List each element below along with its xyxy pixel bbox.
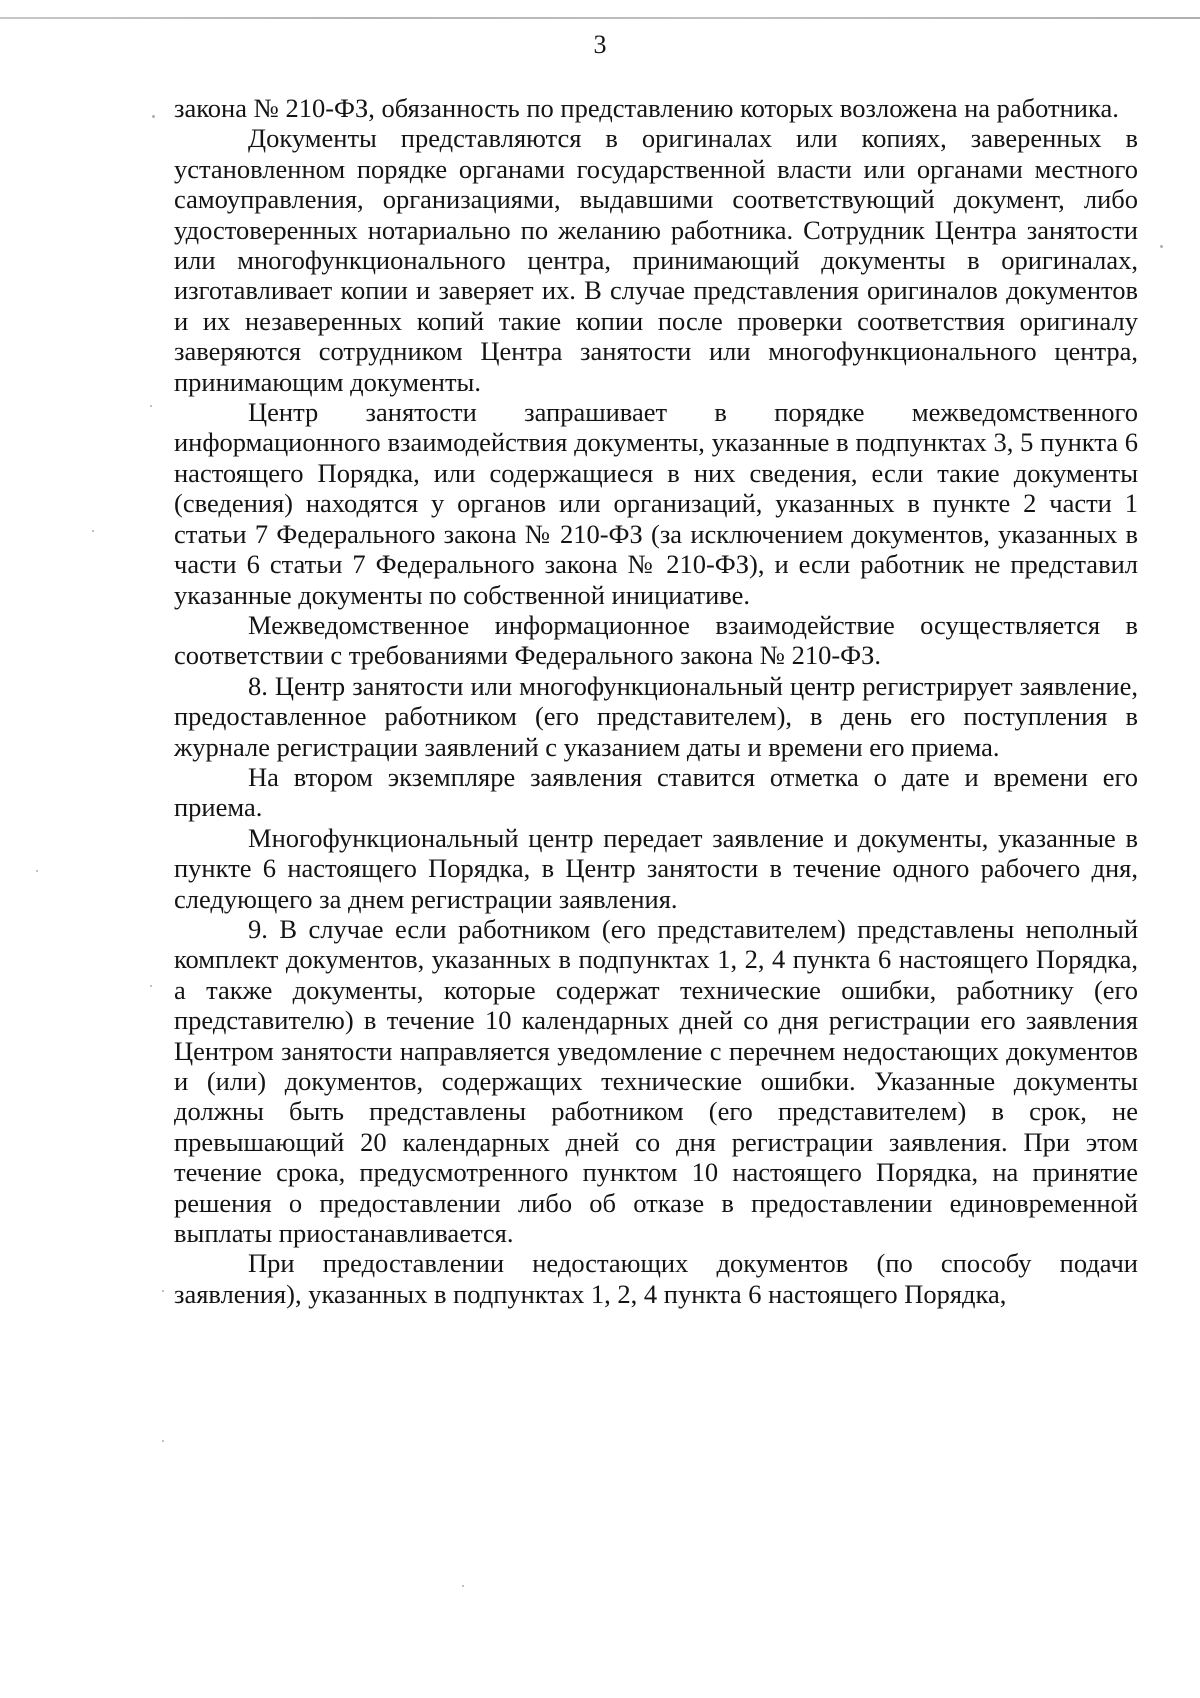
page-number: 3 xyxy=(593,30,607,59)
scan-edge-line xyxy=(0,17,1200,19)
paragraph-9: При предоставлении недостающих документов (по способу подачи заявления), указанных в подпунктах 1, 2, 4 пункта 6 настоящего Порядка, xyxy=(174,1248,1138,1309)
scan-speck xyxy=(162,1290,164,1292)
document-body xyxy=(174,93,1138,1309)
paragraph-5: 8. Центр занятости или многофункциональный центр регистрирует заявление, предоставленное работником (его представителем), в день его поступления в журнале регистрации заявлений с указанием даты и времени его приема. xyxy=(174,670,1138,762)
scan-speck xyxy=(462,1585,464,1587)
paragraph-4: Межведомственное информационное взаимодействие осуществляется в соответствии с требованиями Федерального закона № 210-ФЗ. xyxy=(174,609,1138,671)
paragraph-8: 9. В случае если работником (его представителем) представлены неполный комплект документов, указанных в подпунктах 1, 2, 4 пункта 6 настоящего Порядка, а также документы, которые содержат технические ошибки, работнику (его представителю) в течение 10 календарных дней со дня регистрации его заявления Центром занятости направляется уведомление с перечнем недостающих документов и (или) документов, содержащих технические ошибки. Указанные документы должны быть представлены работником (его представителем) в срок, не превышающий 20 календарных дней со дня регистрации заявления. При этом течение срока, предусмотренного пунктом 10 настоящего Порядка, на принятие решения о предоставлении либо об отказе в предоставлении единовременной выплаты приостанавливается. xyxy=(174,913,1138,1249)
paragraph-3: Центр занятости запрашивает в порядке межведомственного информационного взаимодействия документы, указанные в подпунктах 3, 5 пункта 6 настоящего Порядка, или содержащиеся в них сведения, если такие документы (сведения) находятся у органов или организаций, указанных в пункте 2 части 1 статьи 7 Федерального закона № 210-ФЗ (за исключением документов, указанных в части 6 статьи 7 Федерального закона № 210-ФЗ), и если работник не представил указанные документы по собственной инициативе. xyxy=(174,397,1138,610)
paragraph-7: Многофункциональный центр передает заявление и документы, указанные в пункте 6 настоящего Порядка, в Центр занятости в течение одного рабочего дня, следующего за днем регистрации заявления. xyxy=(174,822,1138,914)
scan-speck xyxy=(150,405,152,407)
scan-speck xyxy=(1160,245,1163,248)
scan-speck xyxy=(150,985,152,987)
paragraph-1: закона № 210-ФЗ, обязанность по представлению которых возложена на работника. xyxy=(174,93,1119,123)
paragraph-2: Документы представляются в оригиналах или копиях, заверенных в установленном порядке органами государственной власти или органами местного самоуправления, организациями, выдавшими соответствующий документ, либо удостоверенных нотариально по желанию работника. Сотрудник Центра занятости или многофункционального центра, принимающий документы в оригиналах, изготавливает копии и заверяет их. В случае представления оригиналов документов и их незаверенных копий такие копии после проверки соответствия оригиналу заверяются сотрудником Центра занятости или многофункционального центра, принимающим документы. xyxy=(174,123,1138,397)
paragraph-6: На втором экземпляре заявления ставится отметка о дате и времени его приема. xyxy=(174,761,1138,823)
scan-speck xyxy=(162,1440,164,1442)
scan-speck xyxy=(36,870,38,872)
scan-speck xyxy=(92,530,94,532)
scan-speck xyxy=(152,115,155,118)
